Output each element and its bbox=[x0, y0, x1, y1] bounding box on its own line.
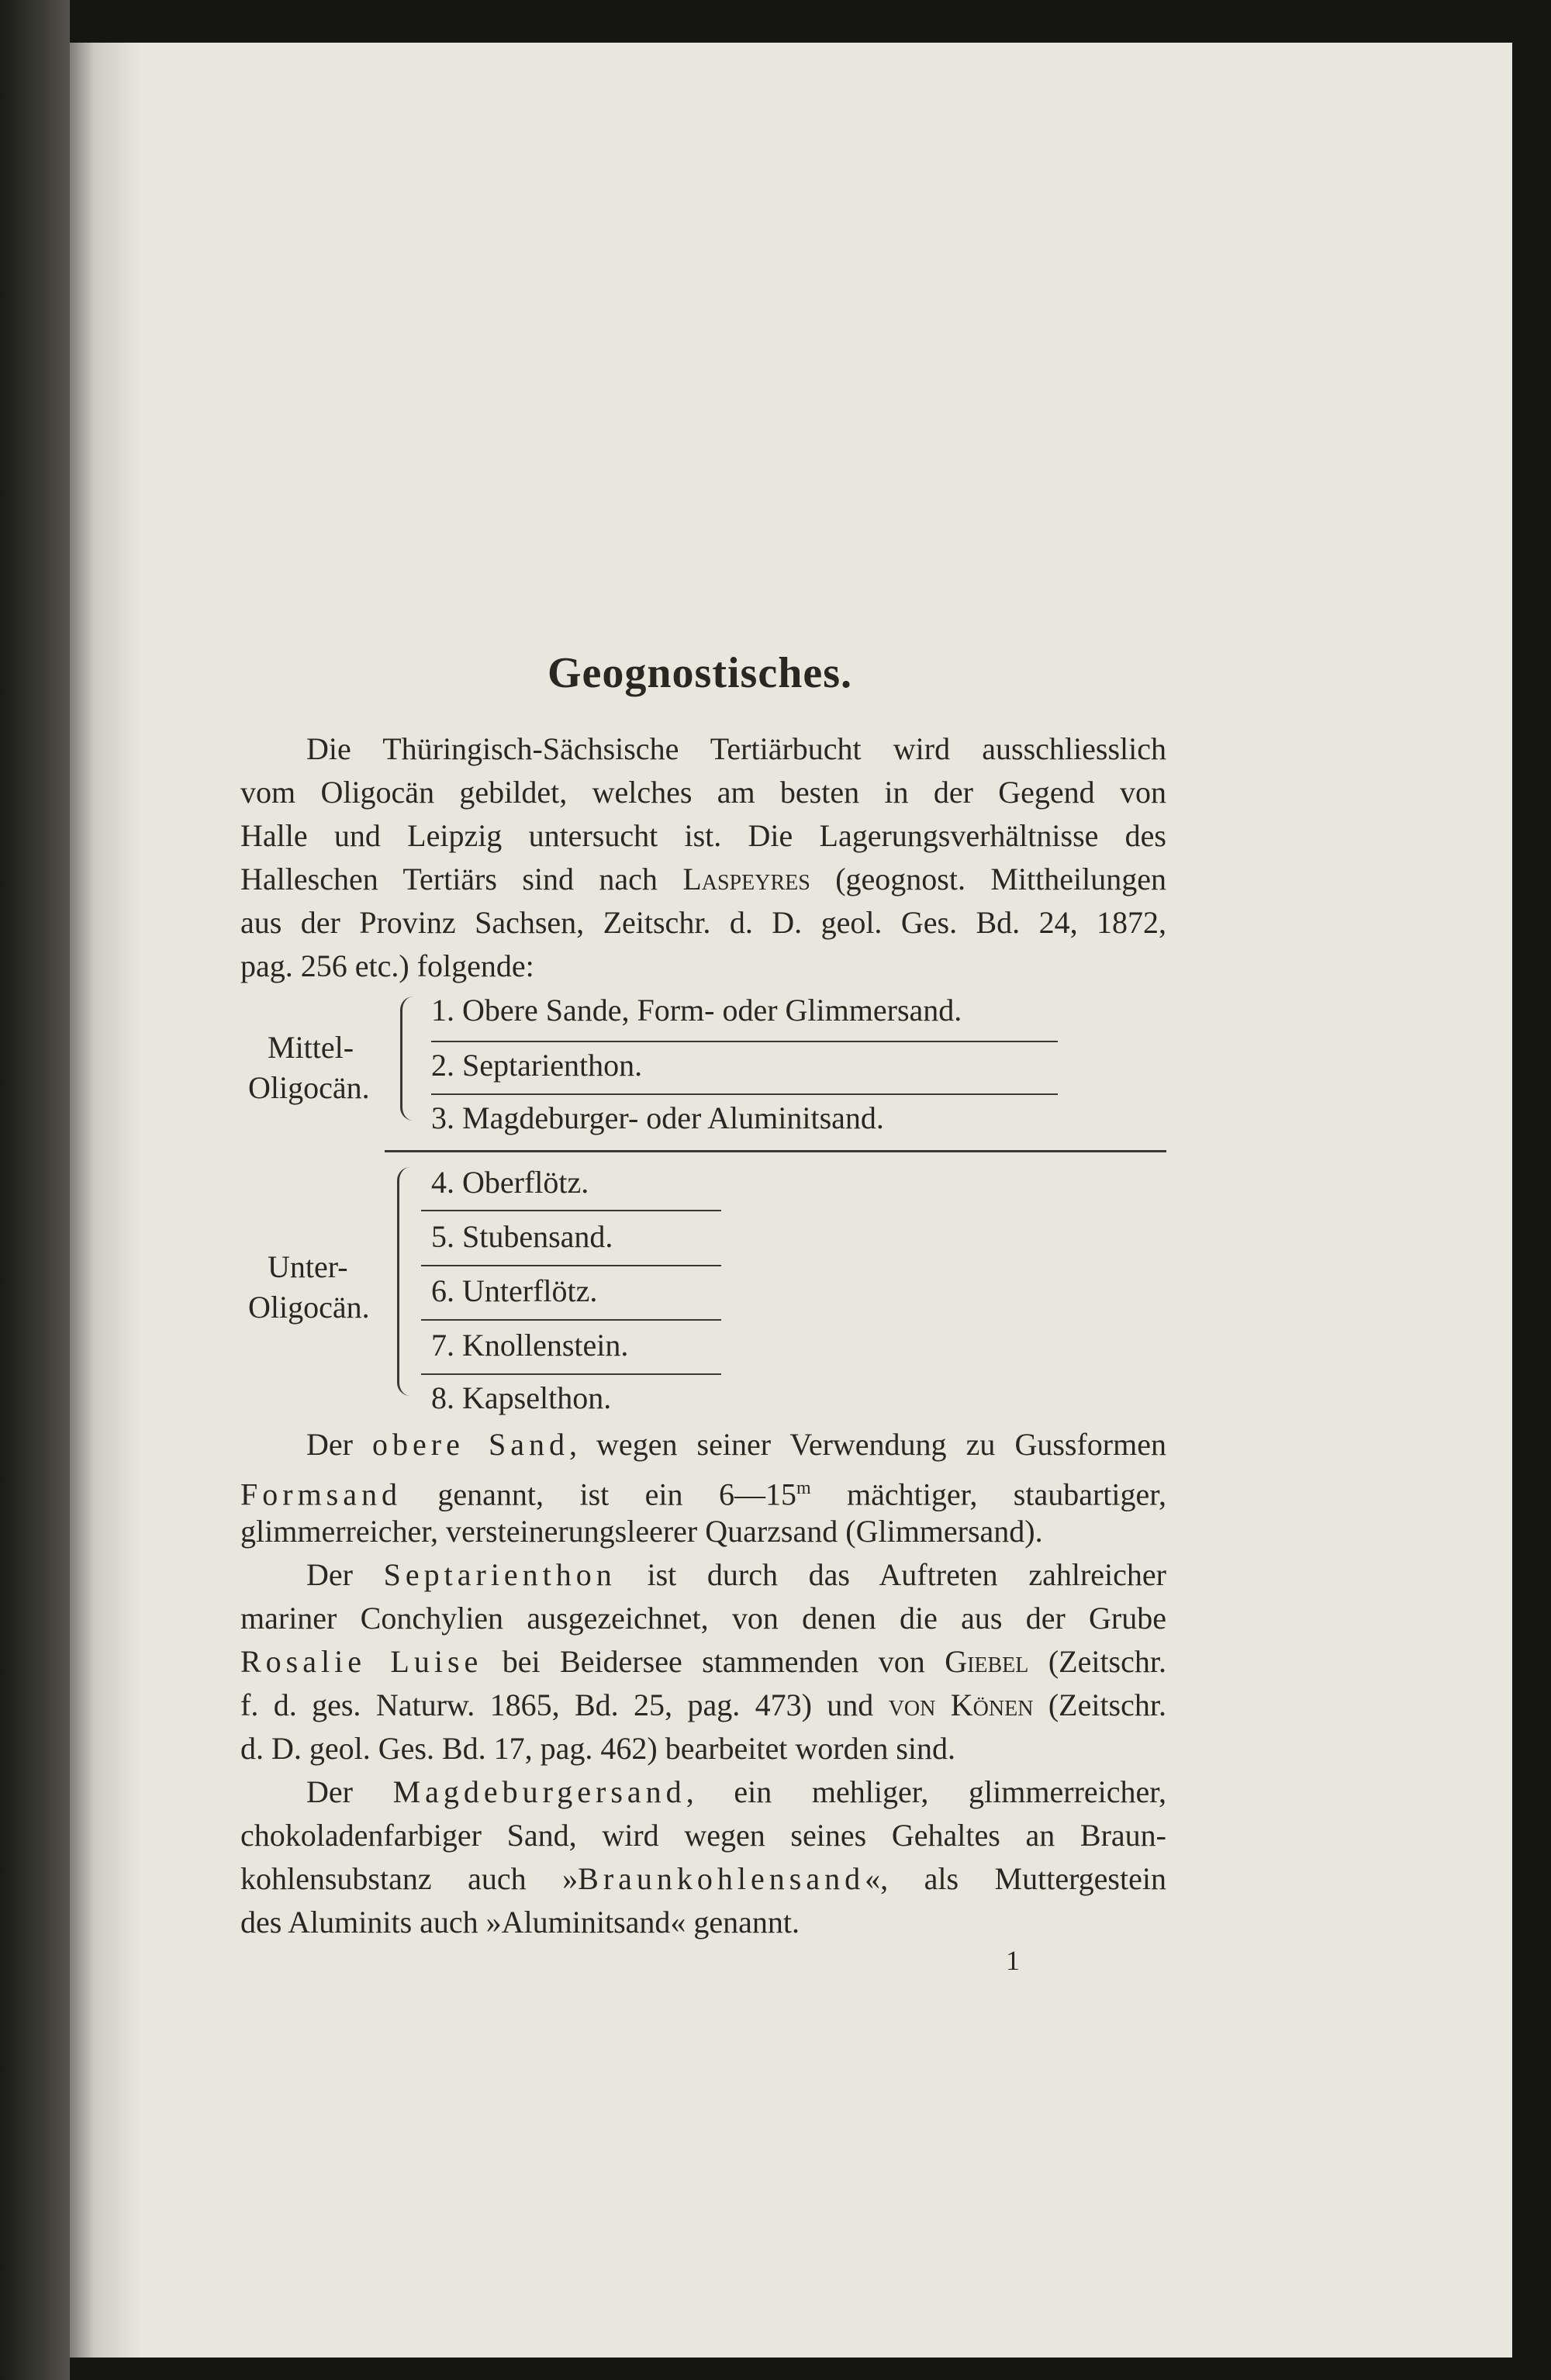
page-number: 1 bbox=[1006, 1945, 1020, 1976]
stratum-item: 5. Stubensand. bbox=[431, 1219, 613, 1254]
intro-line-5: aus der Provinz Sachsen, Zeitschr. d. D. geol. Ges. Bd. 24, 1872, bbox=[240, 905, 1166, 940]
book-page bbox=[70, 43, 1512, 2358]
para2-line-2: mariner Conchylien ausgezeichnet, von denen die aus der Grube bbox=[240, 1601, 1166, 1636]
row-rule bbox=[421, 1373, 721, 1375]
author-laspeyres: Laspeyres bbox=[682, 862, 810, 896]
para1-line-3: glimmerreicher, versteinerungsleerer Quarzsand (Glimmersand). bbox=[240, 1514, 1043, 1549]
group-label-mittel: Mittel- Oligocän. bbox=[248, 1030, 370, 1105]
row-rule bbox=[431, 1041, 1058, 1042]
intro-line-4: Halleschen Tertiärs sind nach Laspeyres (geognost. Mittheilungen bbox=[240, 862, 1166, 896]
brace-unter bbox=[397, 1167, 410, 1396]
para3-line-2: chokoladenfarbiger Sand, wird wegen seines Gehaltes an Braun- bbox=[240, 1818, 1166, 1853]
row-rule bbox=[421, 1265, 721, 1266]
row-rule bbox=[431, 1093, 1058, 1095]
brace-mittel bbox=[400, 997, 413, 1121]
stratum-item: 7. Knollenstein. bbox=[431, 1328, 629, 1363]
stratum-item: 2. Septarienthon. bbox=[431, 1048, 643, 1083]
stratum-item: 4. Oberflötz. bbox=[431, 1165, 589, 1200]
page-heading: Geognostisches. bbox=[548, 649, 852, 697]
page-fold-shadow bbox=[70, 43, 140, 2358]
intro-line-6: pag. 256 etc.) folgende: bbox=[240, 948, 534, 983]
para3-line-1: Der Magdeburgersand, ein mehliger, glimmerreicher, bbox=[306, 1774, 1166, 1809]
stratum-item: 8. Kapselthon. bbox=[431, 1380, 612, 1415]
group-label-unter: Unter- Oligocän. bbox=[248, 1249, 370, 1325]
para2-line-5: d. D. geol. Ges. Bd. 17, pag. 462) bearbeitet worden sind. bbox=[240, 1731, 956, 1766]
para3-line-4: des Aluminits auch »Aluminitsand« genannt. bbox=[240, 1905, 800, 1940]
para3-line-3: kohlensubstanz auch »Braunkohlensand«, als Muttergestein bbox=[240, 1861, 1166, 1896]
stratum-item: 3. Magdeburger- oder Aluminitsand. bbox=[431, 1100, 884, 1135]
para1-line-1: Der obere Sand, wegen seiner Verwendung zu Gussformen bbox=[306, 1427, 1166, 1462]
row-rule bbox=[421, 1210, 721, 1211]
para2-line-4: f. d. ges. Naturw. 1865, Bd. 25, pag. 473) und von Könen (Zeitschr. bbox=[240, 1687, 1166, 1722]
stratum-item: 6. Unterflötz. bbox=[431, 1273, 598, 1308]
intro-line-2: vom Oligocän gebildet, welches am besten in der Gegend von bbox=[240, 775, 1166, 810]
row-rule bbox=[421, 1319, 721, 1321]
stratum-item: 1. Obere Sande, Form- oder Glimmersand. bbox=[431, 993, 962, 1028]
intro-line-1: Die Thüringisch-Sächsische Tertiärbucht wird ausschliesslich bbox=[306, 731, 1166, 766]
section-rule bbox=[385, 1150, 1166, 1152]
para2-line-3: Rosalie Luise bei Beidersee stammenden von Giebel (Zeitschr. bbox=[240, 1644, 1166, 1679]
para1-line-2: Formsand genannt, ist ein 6—15$^m$ mächtiger, staubartiger, bbox=[240, 1477, 1167, 1512]
para2-line-1: Der Septarienthon ist durch das Auftreten zahlreicher bbox=[306, 1557, 1166, 1592]
book-gutter bbox=[0, 0, 70, 2380]
intro-line-3: Halle und Leipzig untersucht ist. Die Lagerungsverhältnisse des bbox=[240, 818, 1166, 853]
